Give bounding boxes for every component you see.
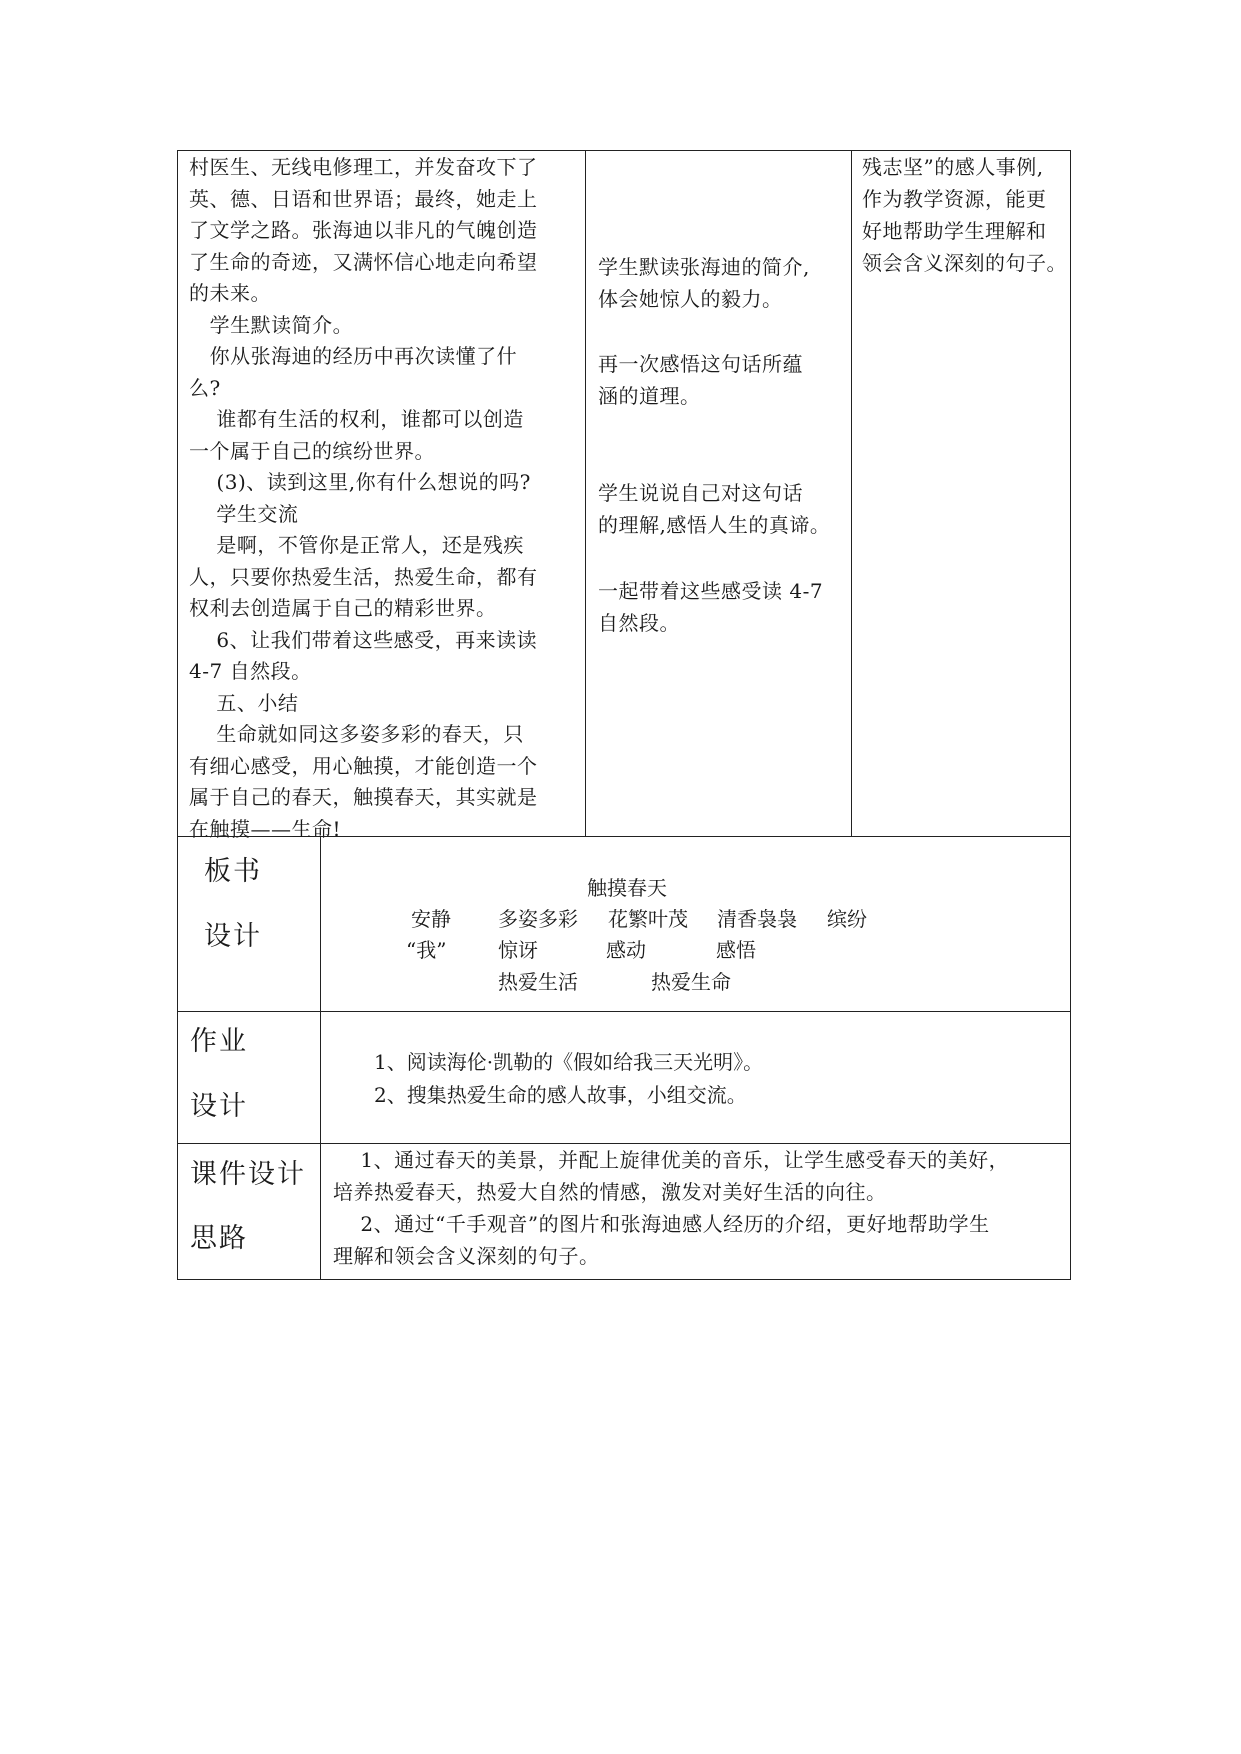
text-line: 人，只要你热爱生活，热爱生命，都有 xyxy=(189,564,538,589)
text-line: 么? xyxy=(189,375,221,400)
text-line: 的未来。 xyxy=(189,281,271,305)
student-activity-line: 体会她惊人的毅力。 xyxy=(598,287,783,311)
board-word: 安静 xyxy=(411,907,451,931)
student-activity-line: 学生说说自己对这句话 xyxy=(598,481,803,505)
courseware-line: 1、通过春天的美景，并配上旋律优美的音乐，让学生感受春天的美好， xyxy=(333,1148,1010,1172)
board-word: 感悟 xyxy=(716,938,756,962)
text-line: 学生交流 xyxy=(189,501,299,526)
student-activity-line: 的理解,感悟人生的真谛。 xyxy=(598,513,831,537)
board-word: 缤纷 xyxy=(827,907,867,931)
student-activity-line: 自然段。 xyxy=(598,611,680,635)
board-word: 多姿多彩 xyxy=(498,907,578,931)
student-activity-line: 一起带着这些感受读 4-7 xyxy=(598,579,824,603)
text-line: 了生命的奇迹，又满怀信心地走向希望 xyxy=(189,249,538,274)
board-design-label: 设计 xyxy=(204,921,262,952)
homework-item: 2、搜集热爱生命的感人故事，小组交流。 xyxy=(374,1083,747,1107)
text-line: 生命就如同这多姿多彩的春天，只 xyxy=(189,722,524,746)
text-line: 属于自己的春天，触摸春天，其实就是 xyxy=(189,785,538,809)
label-column-divider xyxy=(320,836,321,1280)
text-line: 是啊，不管你是正常人，还是残疾 xyxy=(189,533,524,557)
courseware-line: 2、通过“千手观音”的图片和张海迪感人经历的介绍，更好地帮助学生 xyxy=(333,1212,990,1236)
text-line: 4-7 自然段。 xyxy=(189,659,312,683)
process-left-column xyxy=(189,152,581,845)
board-word: 惊讶 xyxy=(498,938,538,962)
text-line: 谁都有生活的权利，谁都可以创造 xyxy=(189,407,524,431)
text-line: 在触摸——生命! xyxy=(189,816,342,841)
courseware-line: 培养热爱春天，热爱大自然的情感，激发对美好生活的向往。 xyxy=(333,1180,887,1204)
column-divider-1 xyxy=(585,150,586,837)
board-title: 触摸春天 xyxy=(587,876,667,900)
student-activity-line: 涵的道理。 xyxy=(598,384,701,408)
text-line: (3)、读到这里,你有什么想说的吗? xyxy=(189,470,531,494)
courseware-line: 理解和领会含义深刻的句子。 xyxy=(333,1244,600,1268)
text-line: 五、小结 xyxy=(189,690,299,715)
column-divider-2 xyxy=(851,150,852,837)
board-word: 感动 xyxy=(606,938,646,962)
text-line: 6、让我们带着这些感受，再来读读 xyxy=(189,627,538,652)
student-activity-line: 再一次感悟这句话所蕴 xyxy=(598,352,803,376)
text-line: 了文学之路。张海迪以非凡的气魄创造 xyxy=(189,218,538,242)
design-intent-line: 残志坚”的感人事例, xyxy=(862,155,1044,179)
text-line: 你从张海迪的经历中再次读懂了什 xyxy=(189,344,518,368)
courseware-label: 思路 xyxy=(190,1223,248,1254)
text-line: 有细心感受，用心触摸，才能创造一个 xyxy=(189,753,538,778)
board-word: “我” xyxy=(406,938,447,962)
design-intent-line: 作为教学资源，能更 xyxy=(862,187,1047,211)
text-line: 村医生、无线电修理工，并发奋攻下了 xyxy=(189,155,538,179)
text-line: 权利去创造属于自己的精彩世界。 xyxy=(189,596,497,620)
text-line: 一个属于自己的缤纷世界。 xyxy=(189,438,435,463)
board-design-label: 板书 xyxy=(204,856,262,887)
design-intent-line: 领会含义深刻的句子。 xyxy=(862,251,1067,275)
homework-item: 1、阅读海伦·凯勒的《假如给我三天光明》。 xyxy=(374,1050,764,1074)
text-line: 英、德、日语和世界语；最终，她走上 xyxy=(189,186,538,211)
row-divider-3 xyxy=(177,1143,1071,1144)
homework-label: 设计 xyxy=(190,1091,248,1122)
student-activity-line: 学生默读张海迪的简介, xyxy=(598,255,810,279)
homework-label: 作业 xyxy=(190,1026,248,1057)
design-intent-line: 好地帮助学生理解和 xyxy=(862,219,1047,243)
board-word: 清香袅袅 xyxy=(717,907,797,931)
board-word: 热爱生命 xyxy=(651,970,731,994)
board-word: 热爱生活 xyxy=(498,970,578,994)
board-word: 花繁叶茂 xyxy=(608,907,688,931)
row-divider-2 xyxy=(177,1011,1071,1012)
courseware-label: 课件设计 xyxy=(190,1159,306,1190)
text-line: 学生默读简介。 xyxy=(189,312,354,337)
